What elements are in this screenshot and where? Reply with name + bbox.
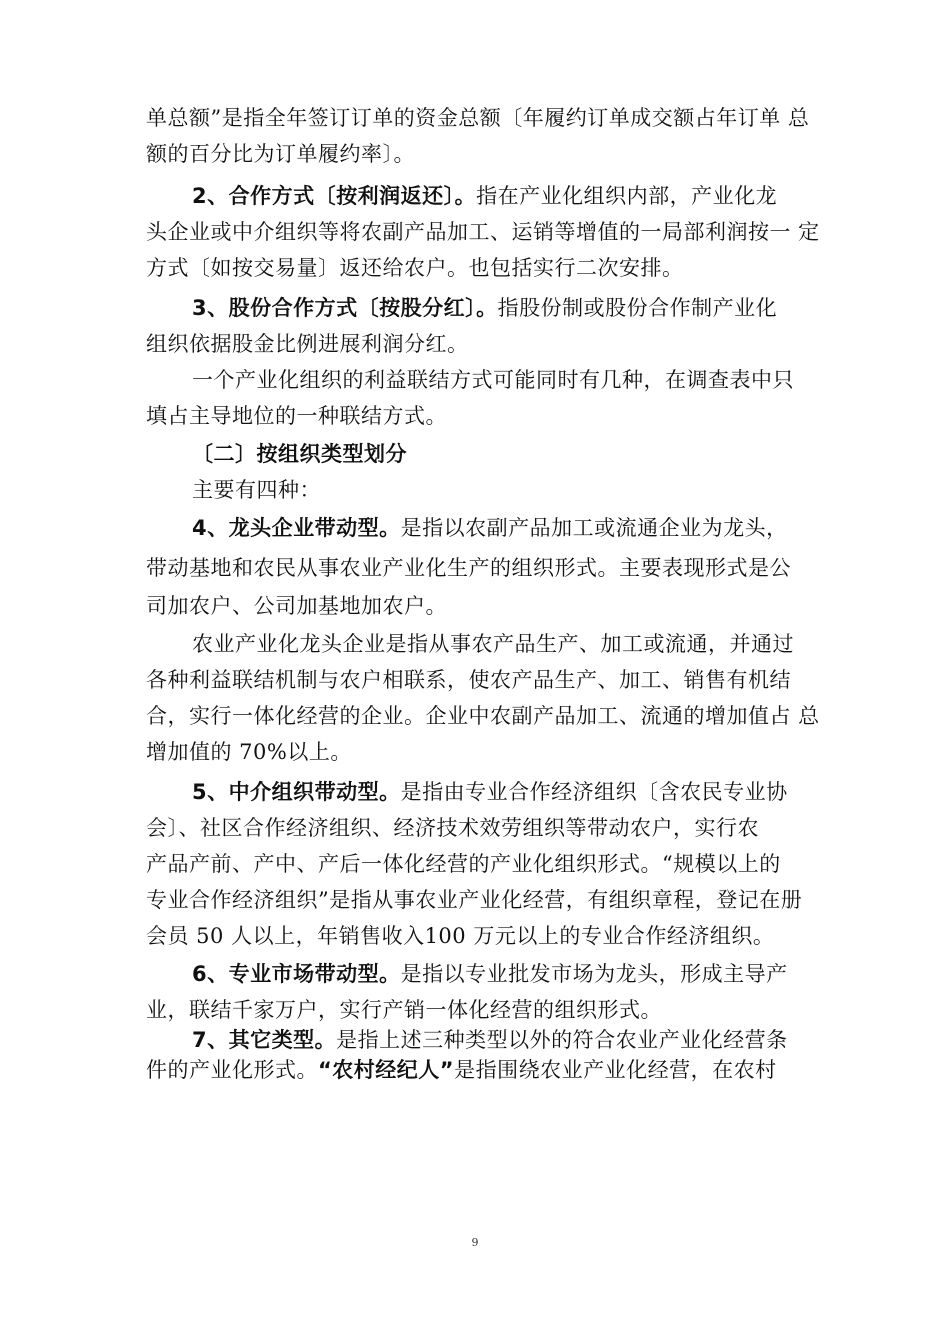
line-text: 指股份制或股份合作制产业化 xyxy=(497,296,778,320)
text-line xyxy=(146,1052,836,1088)
line-text: 一个产业化组织的利益联结方式可能同时有几种，在调查表中只 xyxy=(192,368,794,392)
bold-heading: 4、龙头企业带动型。 xyxy=(192,516,401,540)
line-text: 是指以专业批发市场为龙头，形成主导产 xyxy=(400,962,788,986)
line-text: 是指上述三种类型以外的符合农业产业化经营条 xyxy=(336,1028,788,1052)
line-text: 方式〔如按交易量〕返还给农户。也包括实行二次安排。 xyxy=(146,256,684,280)
text-line xyxy=(146,326,836,362)
text-line xyxy=(146,734,836,770)
bold-heading: 6、专业市场带动型。 xyxy=(192,962,401,986)
line-text: 专业合作经济组织”是指从事农业产业化经营，有组织章程，登记在册 xyxy=(146,888,803,912)
text-line xyxy=(146,550,836,586)
text-line xyxy=(146,698,836,734)
line-text: 是指围绕农业产业化经营，在农村 xyxy=(454,1058,777,1082)
text-line xyxy=(146,436,882,472)
text-line xyxy=(146,214,836,250)
line-text: 增加值的 70%以上。 xyxy=(146,740,352,764)
bold-heading: 7、其它类型。 xyxy=(192,1028,337,1052)
line-text: 会员 50 人以上，年销售收入100 万元以上的专业合作经济组织。 xyxy=(146,924,775,948)
line-text: 会〕、社区合作经济组织、经济技术效劳组织等带动农户，实行农 xyxy=(146,816,759,840)
text-line xyxy=(146,178,882,214)
line-text: 带动基地和农民从事农业产业化生产的组织形式。主要表现形式是公 xyxy=(146,556,791,580)
text-line xyxy=(146,510,882,546)
text-line xyxy=(146,918,836,954)
bold-heading: 3、股份合作方式〔按股分红〕。 xyxy=(192,296,498,320)
text-line xyxy=(146,846,836,882)
text-line xyxy=(146,956,882,992)
line-text: 单总额”是指全年签订订单的资金总额〔年履约订单成交额占年订单 总 xyxy=(146,106,810,130)
text-line xyxy=(146,136,836,172)
line-text: 主要有四种： xyxy=(192,478,321,502)
text-line xyxy=(146,588,836,624)
line-text: 指在产业化组织内部，产业化龙 xyxy=(476,184,778,208)
line-text: 头企业或中介组织等将农副产品加工、运销等增值的一局部利润按一 定 xyxy=(146,220,820,244)
line-text: 是指以农副产品加工或流通企业为龙头， xyxy=(400,516,788,540)
line-text: 司加农户、公司加基地加农户。 xyxy=(146,594,447,618)
text-line xyxy=(146,100,836,136)
text-line xyxy=(146,626,882,662)
line-text: 填占主导地位的一种联结方式。 xyxy=(146,404,447,428)
text-line xyxy=(146,882,836,918)
page-number: 9 xyxy=(471,1236,479,1249)
text-line xyxy=(146,472,882,508)
bold-heading: 〔二〕按组织类型划分 xyxy=(192,442,407,466)
line-text: 各种利益联结机制与农户相联系，使农产品生产、加工、销售有机结 xyxy=(146,668,791,692)
line-text: 合，实行一体化经营的企业。企业中农副产品加工、流通的增加值占 总 xyxy=(146,704,820,728)
bold-heading: 5、中介组织带动型。 xyxy=(192,780,401,804)
line-text: 件的产业化形式。 xyxy=(146,1058,318,1082)
text-line xyxy=(146,250,836,286)
text-line xyxy=(146,398,836,434)
text-line xyxy=(146,810,836,846)
text-line xyxy=(146,290,882,326)
line-text: 组织依据股金比例进展利润分红。 xyxy=(146,332,469,356)
line-text: 额的百分比为订单履约率〕。 xyxy=(146,142,415,166)
line-text: 是指由专业合作经济组织〔含农民专业协 xyxy=(400,780,788,804)
text-line xyxy=(146,362,882,398)
bold-heading: “农村经纪人” xyxy=(318,1058,455,1082)
line-text: 业，联结千家万户，实行产销一体化经营的组织形式。 xyxy=(146,998,662,1022)
text-line xyxy=(146,662,836,698)
text-line xyxy=(146,774,882,810)
line-text: 农业产业化龙头企业是指从事农产品生产、加工或流通，并通过 xyxy=(192,632,794,656)
line-text: 产品产前、产中、产后一体化经营的产业化组织形式。“规模以上的 xyxy=(146,852,781,876)
bold-heading: 2、合作方式〔按利润返还〕。 xyxy=(192,184,477,208)
